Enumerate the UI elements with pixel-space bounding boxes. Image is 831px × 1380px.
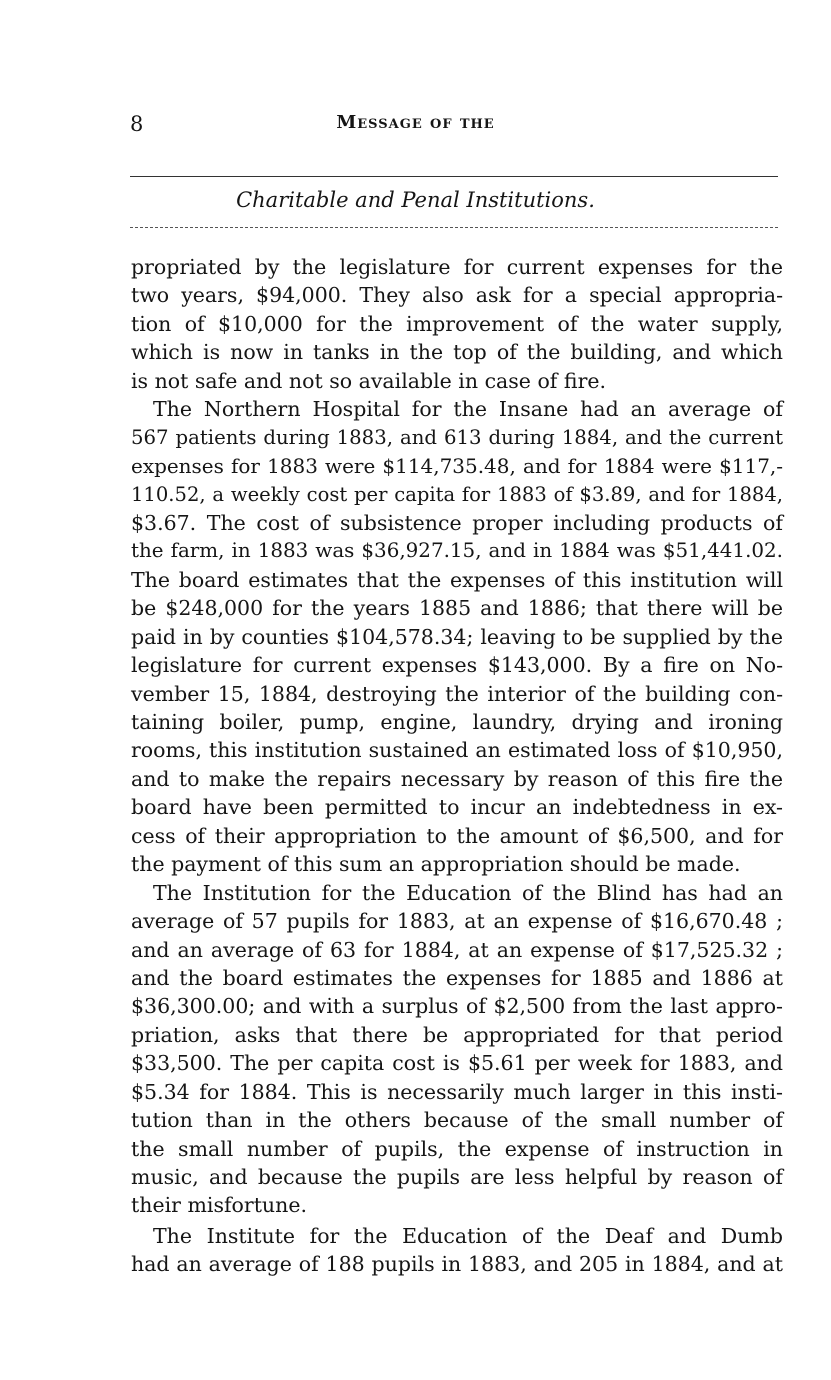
top-rule xyxy=(130,176,778,177)
text-line: and to make the repairs necessary by reason of this fire the xyxy=(131,766,783,791)
text-line: $3.67. The cost of subsistence proper including products of xyxy=(131,510,783,535)
text-line: The board estimates that the expenses of this institution will xyxy=(131,567,783,592)
section-title: Charitable and Penal Institutions. xyxy=(236,188,595,212)
text-line: $36,300.00; and with a surplus of $2,500 from the last appro- xyxy=(131,994,783,1019)
text-line: paid in by counties $104,578.34; leaving to be supplied by the xyxy=(131,624,783,649)
text-line: is not safe and not so available in case of fire. xyxy=(131,368,607,393)
text-line: $33,500. The per capita cost is $5.61 per week for 1883, and xyxy=(131,1051,783,1076)
section-rule xyxy=(130,227,778,228)
text-line: music, and because the pupils are less helpful by reason of xyxy=(131,1165,783,1189)
text-line: the small number of pupils, the expense of instruction in xyxy=(131,1136,783,1161)
text-line: the farm, in 1883 was $36,927.15, and in 1884 was $51,441.02. xyxy=(131,539,783,563)
running-head: Message of the xyxy=(336,112,495,133)
text-line: propriated by the legislature for current expenses for the xyxy=(131,255,783,279)
text-line: rooms, this institution sustained an estimated loss of $10,950, xyxy=(131,738,783,763)
text-line: The Institution for the Education of the Blind has had an xyxy=(153,880,783,905)
text-line: tion of $10,000 for the improvement of the water supply, xyxy=(131,311,783,336)
text-line: vember 15, 1884, destroying the interior of the building con- xyxy=(131,681,783,706)
body-text xyxy=(131,253,783,1279)
text-line: legislature for current expenses $143,000. By a fire on No- xyxy=(131,653,783,678)
text-line: tution than in the others because of the small number of xyxy=(131,1108,783,1133)
text-line: priation, asks that there be appropriated for that period xyxy=(131,1022,783,1047)
text-line: average of 57 pupils for 1883, at an expense of $16,670.48 ; xyxy=(131,909,783,934)
text-line: cess of their appropriation to the amount of $6,500, and for xyxy=(131,823,783,848)
text-line: and the board estimates the expenses for 1885 and 1886 at xyxy=(131,965,783,990)
text-line: which is now in tanks in the top of the building, and which xyxy=(131,340,783,365)
text-line: the payment of this sum an appropriation should be made. xyxy=(131,852,741,877)
page-number: 8 xyxy=(130,112,144,136)
text-line: and an average of 63 for 1884, at an expense of $17,525.32 ; xyxy=(131,937,783,962)
text-line: two years, $94,000. They also ask for a special appropria- xyxy=(131,283,783,308)
text-line: board have been permitted to incur an indebtedness in ex- xyxy=(131,795,783,820)
text-line: The Institute for the Education of the Deaf and Dumb xyxy=(153,1223,783,1248)
text-line: expenses for 1883 were $114,735.48, and for 1884 were $117,- xyxy=(131,454,783,479)
text-line: their misfortune. xyxy=(131,1193,307,1218)
text-line: The Northern Hospital for the Insane had an average of xyxy=(153,397,783,422)
text-line: 110.52, a weekly cost per capita for 1883 of $3.89, and for 1884, xyxy=(131,482,783,506)
text-line: 567 patients during 1883, and 613 during 1884, and the current xyxy=(131,425,783,449)
text-line: be $248,000 for the years 1885 and 1886; that there will be xyxy=(131,596,783,621)
text-line: had an average of 188 pupils in 1883, and 205 in 1884, and at xyxy=(131,1252,783,1277)
text-line: taining boiler, pump, engine, laundry, drying and ironing xyxy=(131,710,783,734)
text-line: $5.34 for 1884. This is necessarily much larger in this insti- xyxy=(131,1079,783,1104)
